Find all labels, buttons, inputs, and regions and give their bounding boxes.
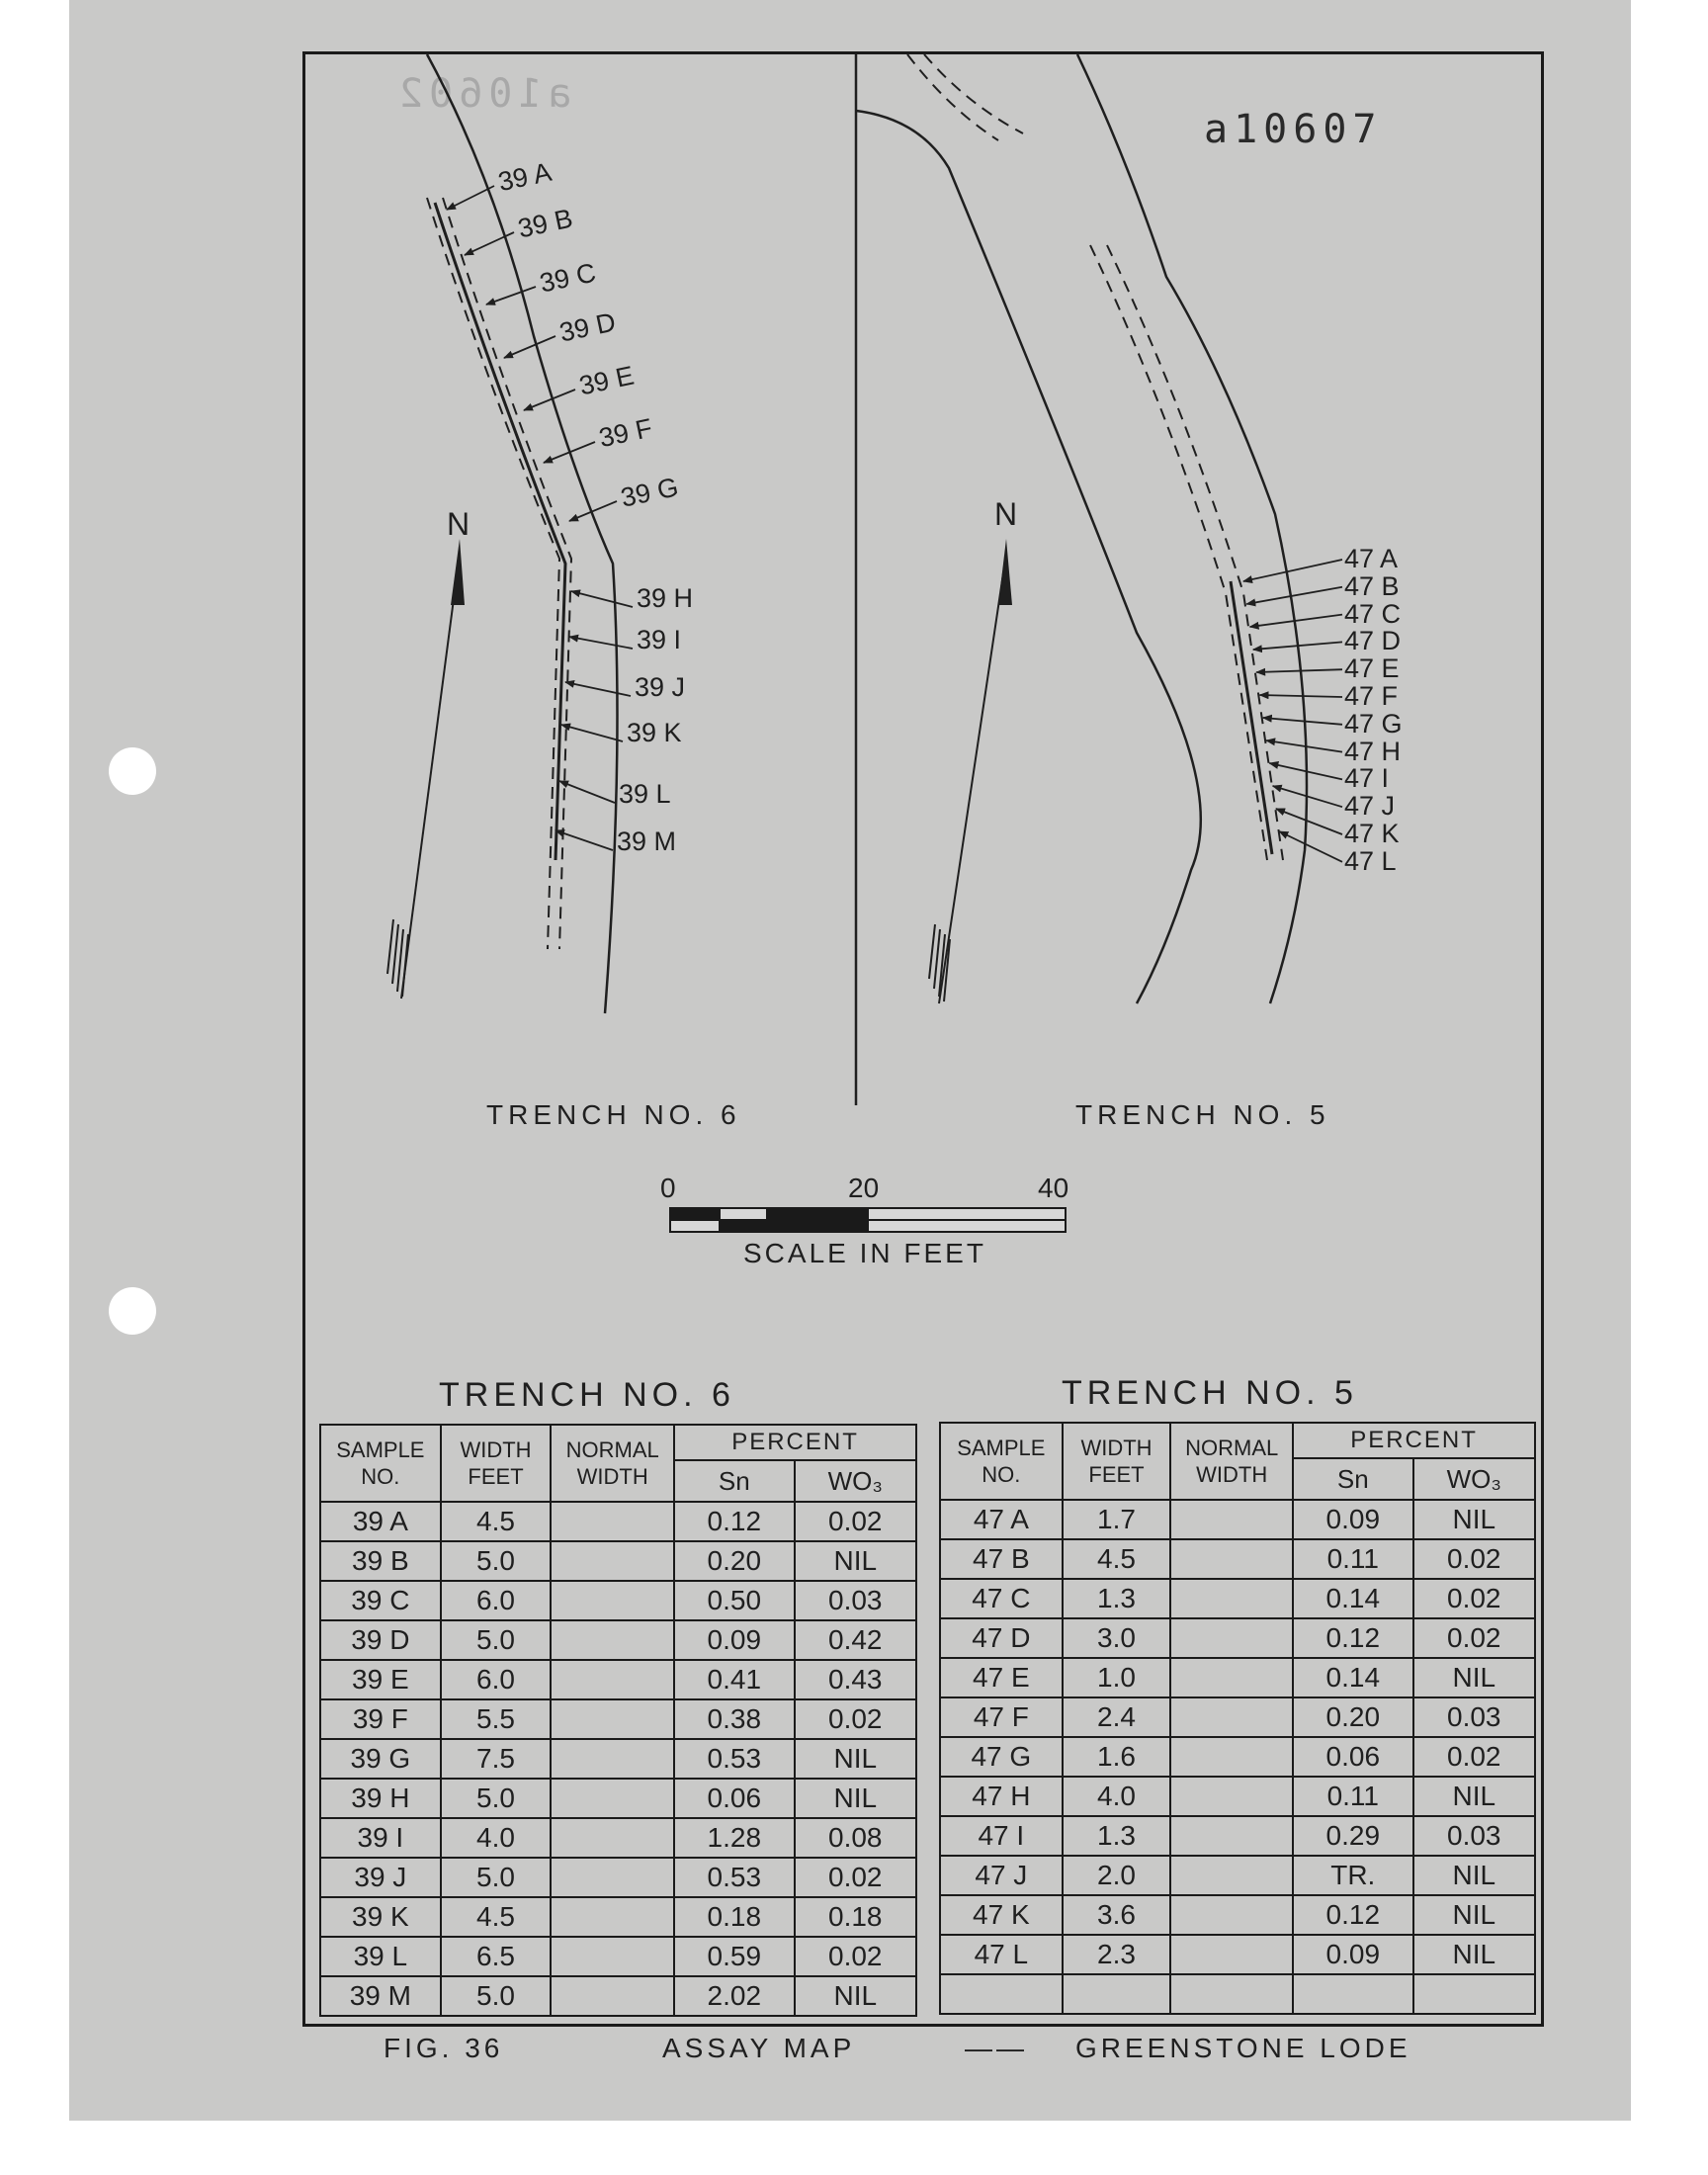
cell-sample — [940, 1974, 1063, 2014]
cell-sample: 39 D — [320, 1620, 441, 1660]
sample-marker-label: 39 F — [596, 412, 655, 454]
header-percent: PERCENT — [674, 1425, 916, 1460]
cell-normal — [551, 1620, 674, 1660]
figure-number: FIG. 36 — [384, 2033, 504, 2063]
cell-width: 1.3 — [1063, 1816, 1171, 1856]
trench5-map-caption: TRENCH NO. 5 — [1075, 1099, 1330, 1130]
header-width-feet: WIDTH FEET — [441, 1425, 552, 1502]
cell-width: 1.3 — [1063, 1579, 1171, 1618]
cell-sample: 39 K — [320, 1897, 441, 1937]
cell-wo3: 0.02 — [795, 1502, 916, 1541]
cell-sample: 39 M — [320, 1976, 441, 2016]
table-row — [320, 1502, 916, 1541]
cell-normal — [551, 1937, 674, 1976]
sample-marker-label: 47 D — [1344, 626, 1402, 656]
cell-normal — [551, 1502, 674, 1541]
table-row — [320, 1581, 916, 1620]
cell-sample: 47 F — [940, 1697, 1063, 1737]
cell-normal — [551, 1699, 674, 1739]
sample-leader-line — [1243, 560, 1342, 581]
cell-sample: 47 J — [940, 1856, 1063, 1895]
table-row — [320, 1858, 916, 1897]
cell-width: 3.6 — [1063, 1895, 1171, 1935]
cell-width — [1063, 1974, 1171, 2014]
cell-sample: 39 I — [320, 1818, 441, 1858]
table-row — [940, 1539, 1535, 1579]
cell-width: 1.6 — [1063, 1737, 1171, 1777]
sample-marker-label: 47 A — [1344, 544, 1399, 573]
cell-normal — [551, 1858, 674, 1897]
table-row — [320, 1779, 916, 1818]
cell-sample: 47 B — [940, 1539, 1063, 1579]
cell-wo3: 0.02 — [1413, 1618, 1535, 1658]
sample-marker-label: 39 I — [637, 625, 682, 654]
table-row — [320, 1620, 916, 1660]
sample-leader-line — [1246, 587, 1342, 604]
table-row — [940, 1856, 1535, 1895]
cell-sample: 39 C — [320, 1581, 441, 1620]
cell-sample: 47 G — [940, 1737, 1063, 1777]
table-row — [320, 1818, 916, 1858]
cell-width: 7.5 — [441, 1739, 552, 1779]
cell-normal — [1170, 1737, 1293, 1777]
ghost-code: a10602 — [393, 71, 572, 117]
trench6-assay-table — [319, 1424, 917, 2017]
cell-sn: 0.20 — [1293, 1697, 1412, 1737]
table-row — [940, 1974, 1535, 2014]
cell-width: 4.5 — [1063, 1539, 1171, 1579]
sample-leader-line — [1276, 809, 1342, 834]
cell-width: 2.0 — [1063, 1856, 1171, 1895]
trench5-road-2 — [924, 54, 1023, 133]
cell-sn: 0.38 — [674, 1699, 794, 1739]
header-sn: Sn — [674, 1460, 794, 1502]
sample-marker-label: 39 E — [576, 360, 637, 401]
cell-sample: 47 E — [940, 1658, 1063, 1697]
cell-sample: 39 G — [320, 1739, 441, 1779]
cell-sample: 47 K — [940, 1895, 1063, 1935]
cell-sn: 0.12 — [1293, 1618, 1412, 1658]
table-row — [940, 1816, 1535, 1856]
sample-leader-line — [555, 830, 613, 850]
table-row — [940, 1579, 1535, 1618]
sample-leader-line — [1263, 718, 1342, 725]
table-row — [320, 1937, 916, 1976]
sample-leader-line — [1260, 695, 1343, 697]
trench6-north-arrow — [387, 539, 465, 999]
cell-normal — [551, 1581, 674, 1620]
header-wo3: WO₃ — [795, 1460, 916, 1502]
sample-marker-label: 39 L — [619, 779, 671, 809]
cell-wo3: 0.03 — [1413, 1816, 1535, 1856]
cell-width: 5.0 — [441, 1779, 552, 1818]
sample-leader-line — [559, 781, 615, 803]
header-sn: Sn — [1293, 1458, 1412, 1500]
cell-wo3: 0.02 — [795, 1937, 916, 1976]
cell-normal — [551, 1897, 674, 1937]
cell-sample: 39 H — [320, 1779, 441, 1818]
figure-title-right: GREENSTONE LODE — [1075, 2033, 1411, 2063]
scale-bar — [670, 1208, 1066, 1232]
scale-label-20: 20 — [848, 1173, 880, 1203]
figure-title-left: ASSAY MAP — [662, 2033, 856, 2063]
sample-leader-line — [447, 186, 494, 210]
cell-normal — [551, 1818, 674, 1858]
header-normal-width: NORMAL WIDTH — [551, 1425, 674, 1502]
table-row — [320, 1660, 916, 1699]
cell-sn: 0.14 — [1293, 1658, 1412, 1697]
scale-label-0: 0 — [660, 1173, 676, 1203]
table-row — [940, 1658, 1535, 1697]
cell-wo3: 0.03 — [1413, 1697, 1535, 1737]
cell-width: 5.0 — [441, 1541, 552, 1581]
cell-sn: 0.14 — [1293, 1579, 1412, 1618]
cell-sn: 0.50 — [674, 1581, 794, 1620]
cell-width: 2.4 — [1063, 1697, 1171, 1737]
sample-marker-label: 39 C — [537, 257, 599, 299]
cell-wo3: NIL — [1413, 1935, 1535, 1974]
table-row — [320, 1976, 916, 2016]
cell-normal — [1170, 1816, 1293, 1856]
cell-sample: 47 A — [940, 1500, 1063, 1539]
cell-wo3: 0.08 — [795, 1818, 916, 1858]
cell-normal — [551, 1739, 674, 1779]
cell-normal — [1170, 1777, 1293, 1816]
sample-leader-line — [504, 336, 555, 358]
cell-wo3: 0.18 — [795, 1897, 916, 1937]
sample-marker-label: 39 D — [556, 306, 619, 348]
header-percent: PERCENT — [1293, 1423, 1535, 1458]
sample-marker-label: 47 H — [1344, 736, 1402, 766]
cell-sn: 0.53 — [674, 1739, 794, 1779]
document-code: a10607 — [1204, 107, 1383, 152]
cell-sn: 0.09 — [1293, 1935, 1412, 1974]
cell-sn: 1.28 — [674, 1818, 794, 1858]
cell-sample: 47 I — [940, 1816, 1063, 1856]
cell-width: 1.0 — [1063, 1658, 1171, 1697]
cell-sn — [1293, 1974, 1412, 2014]
cell-wo3: 0.43 — [795, 1660, 916, 1699]
cell-sn: 0.11 — [1293, 1777, 1412, 1816]
sample-marker-label: 47 G — [1344, 708, 1403, 739]
cell-wo3: NIL — [1413, 1777, 1535, 1816]
cell-sn: 0.11 — [1293, 1539, 1412, 1579]
cell-width: 6.5 — [441, 1937, 552, 1976]
table-row — [940, 1935, 1535, 1974]
table-row — [320, 1897, 916, 1937]
header-wo3: WO₃ — [1413, 1458, 1535, 1500]
cell-normal — [1170, 1974, 1293, 2014]
trench5-assay-table — [939, 1422, 1536, 2015]
cell-sn: 0.18 — [674, 1897, 794, 1937]
cell-normal — [551, 1541, 674, 1581]
figure-title-dash: —— — [965, 2033, 1028, 2063]
cell-sn: 0.12 — [674, 1502, 794, 1541]
cell-normal — [1170, 1579, 1293, 1618]
cell-sample: 47 D — [940, 1618, 1063, 1658]
table-row — [940, 1895, 1535, 1935]
table-row — [940, 1500, 1535, 1539]
trench6-table-title: TRENCH NO. 6 — [439, 1376, 735, 1414]
table-row — [940, 1777, 1535, 1816]
table-row — [940, 1697, 1535, 1737]
trench5-north-label: N — [994, 496, 1019, 532]
scale-caption: SCALE IN FEET — [743, 1238, 986, 1268]
sample-marker-label: 47 C — [1344, 598, 1402, 629]
cell-width: 5.0 — [441, 1858, 552, 1897]
cell-width: 5.5 — [441, 1699, 552, 1739]
figure-caption — [302, 2029, 1544, 2068]
cell-normal — [551, 1660, 674, 1699]
table-row — [320, 1541, 916, 1581]
cell-width: 5.0 — [441, 1976, 552, 2016]
cell-normal — [1170, 1935, 1293, 1974]
cell-sn: 0.09 — [1293, 1500, 1412, 1539]
trench5-table-title: TRENCH NO. 5 — [1062, 1374, 1358, 1412]
cell-sn: 0.12 — [1293, 1895, 1412, 1935]
cell-sample: 39 J — [320, 1858, 441, 1897]
cell-sample: 39 L — [320, 1937, 441, 1976]
cell-sn: 0.41 — [674, 1660, 794, 1699]
cell-sample: 47 H — [940, 1777, 1063, 1816]
trench5-north-arrow — [929, 539, 1012, 1003]
sample-marker-label: 39 H — [637, 583, 694, 613]
header-width-feet: WIDTH FEET — [1063, 1423, 1171, 1500]
cell-wo3: NIL — [1413, 1895, 1535, 1935]
sample-leader-line — [565, 682, 631, 696]
cell-sample: 47 C — [940, 1579, 1063, 1618]
cell-sn: 0.20 — [674, 1541, 794, 1581]
sample-marker-label: 47 I — [1344, 763, 1390, 794]
cell-wo3: 0.02 — [1413, 1737, 1535, 1777]
trench6-trench-outer — [427, 198, 559, 949]
cell-normal — [1170, 1697, 1293, 1737]
cell-normal — [551, 1976, 674, 2016]
cell-width: 4.5 — [441, 1897, 552, 1937]
cell-wo3: NIL — [795, 1739, 916, 1779]
cell-width: 4.5 — [441, 1502, 552, 1541]
cell-wo3: 0.02 — [795, 1858, 916, 1897]
cell-normal — [1170, 1856, 1293, 1895]
cell-width: 5.0 — [441, 1620, 552, 1660]
table-row — [320, 1699, 916, 1739]
sample-leader-line — [486, 287, 536, 304]
cell-wo3: NIL — [795, 1779, 916, 1818]
header-sample-no: SAMPLE NO. — [320, 1425, 441, 1502]
trench6-map-caption: TRENCH NO. 6 — [486, 1099, 741, 1130]
cell-width: 6.0 — [441, 1581, 552, 1620]
cell-sn: 0.06 — [674, 1779, 794, 1818]
cell-wo3: NIL — [795, 1541, 916, 1581]
cell-wo3: 0.03 — [795, 1581, 916, 1620]
trench5-left-boundary — [856, 111, 1201, 1003]
cell-wo3: 0.02 — [795, 1699, 916, 1739]
cell-width: 1.7 — [1063, 1500, 1171, 1539]
table-row — [940, 1618, 1535, 1658]
cell-wo3 — [1413, 1974, 1535, 2014]
sample-marker-label: 39 B — [515, 203, 575, 244]
sample-marker-label: 47 B — [1344, 570, 1400, 601]
sample-marker-label: 47 J — [1344, 791, 1396, 822]
cell-sn: 0.59 — [674, 1937, 794, 1976]
cell-normal — [1170, 1500, 1293, 1539]
cell-sample: 39 B — [320, 1541, 441, 1581]
sample-marker-label: 47 K — [1344, 819, 1400, 848]
cell-wo3: NIL — [1413, 1856, 1535, 1895]
cell-sn: 2.02 — [674, 1976, 794, 2016]
sample-marker-label: 39 K — [627, 718, 682, 747]
cell-normal — [1170, 1618, 1293, 1658]
sample-leader-line — [569, 637, 633, 649]
cell-sn: 0.53 — [674, 1858, 794, 1897]
cell-sn: TR. — [1293, 1856, 1412, 1895]
sample-leader-line — [561, 725, 623, 741]
cell-width: 2.3 — [1063, 1935, 1171, 1974]
cell-wo3: 0.42 — [795, 1620, 916, 1660]
cell-sample: 47 L — [940, 1935, 1063, 1974]
trench5-road-1 — [907, 54, 998, 140]
table-row — [320, 1739, 916, 1779]
scale-label-40: 40 — [1038, 1173, 1069, 1203]
cell-sample: 39 F — [320, 1699, 441, 1739]
cell-normal — [551, 1779, 674, 1818]
table-row — [940, 1737, 1535, 1777]
cell-normal — [1170, 1895, 1293, 1935]
cell-width: 4.0 — [441, 1818, 552, 1858]
cell-width: 3.0 — [1063, 1618, 1171, 1658]
cell-wo3: NIL — [1413, 1658, 1535, 1697]
sample-leader-line — [1279, 831, 1342, 862]
sample-marker-label: 47 F — [1344, 681, 1399, 711]
cell-sample: 39 A — [320, 1502, 441, 1541]
sample-marker-label: 47 E — [1344, 653, 1400, 684]
trench5-trench-outer — [1090, 245, 1267, 860]
cell-sn: 0.29 — [1293, 1816, 1412, 1856]
sample-marker-label: 39 M — [617, 826, 677, 856]
cell-wo3: 0.02 — [1413, 1539, 1535, 1579]
sample-marker-label: 39 A — [495, 156, 555, 198]
sample-marker-label: 47 L — [1344, 845, 1397, 876]
cell-sn: 0.09 — [674, 1620, 794, 1660]
sample-marker-label: 39 J — [635, 672, 686, 702]
sample-leader-line — [544, 442, 595, 463]
cell-sn: 0.06 — [1293, 1737, 1412, 1777]
cell-sample: 39 E — [320, 1660, 441, 1699]
cell-normal — [1170, 1658, 1293, 1697]
header-normal-width: NORMAL WIDTH — [1170, 1423, 1293, 1500]
sample-marker-label: 39 G — [618, 472, 681, 513]
trench5-right-boundary — [1077, 54, 1307, 1003]
trench6-north-label: N — [447, 506, 471, 542]
header-sample-no: SAMPLE NO. — [940, 1423, 1063, 1500]
sample-leader-line — [571, 591, 633, 607]
cell-normal — [1170, 1539, 1293, 1579]
sample-leader-line — [1266, 740, 1342, 752]
cell-width: 6.0 — [441, 1660, 552, 1699]
cell-wo3: 0.02 — [1413, 1579, 1535, 1618]
cell-wo3: NIL — [795, 1976, 916, 2016]
cell-wo3: NIL — [1413, 1500, 1535, 1539]
cell-width: 4.0 — [1063, 1777, 1171, 1816]
trench5-map — [856, 54, 1307, 1003]
